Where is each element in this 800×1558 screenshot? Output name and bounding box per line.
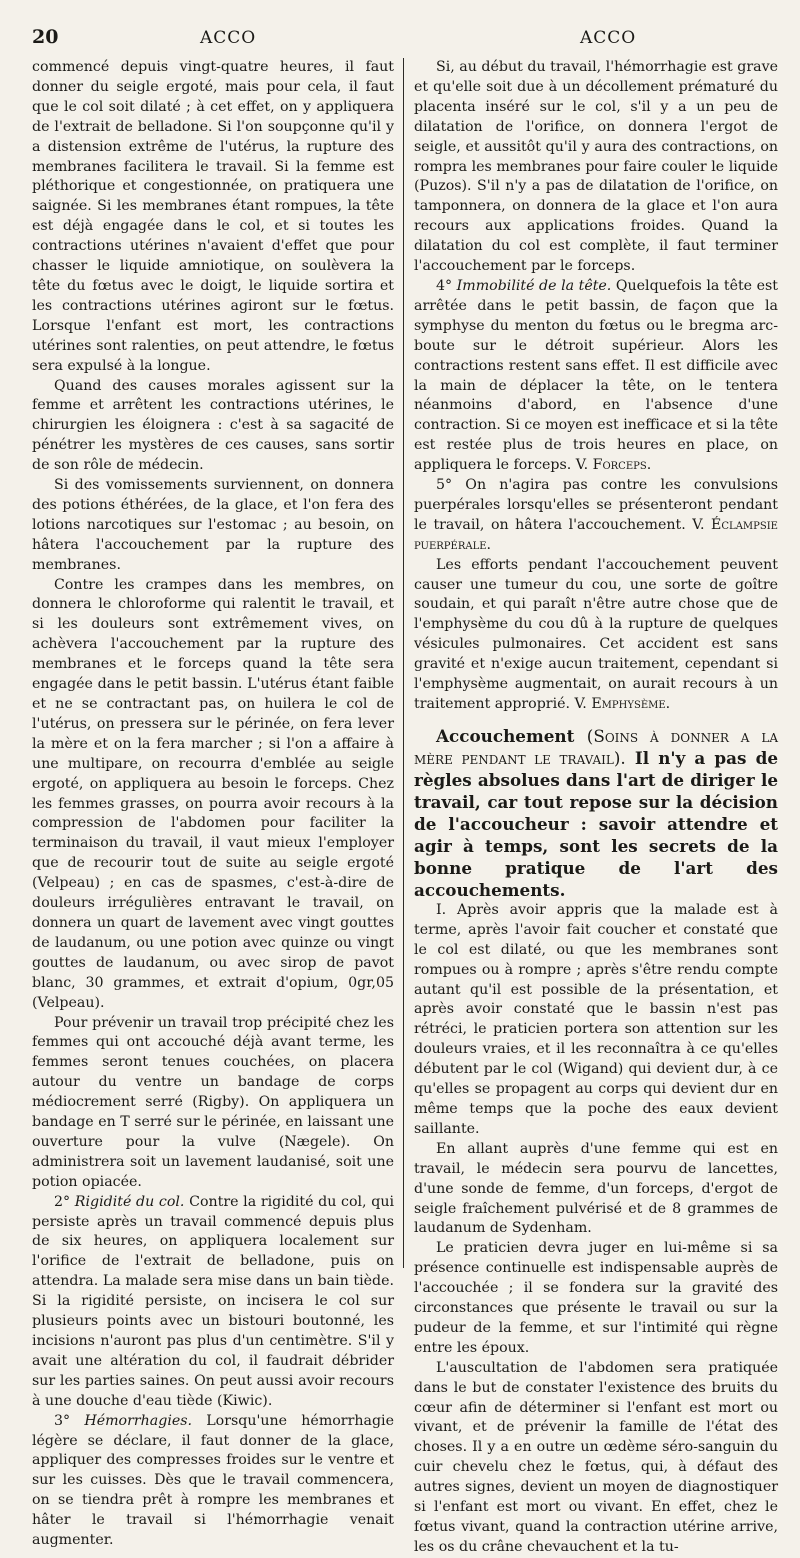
item-body: Lorsqu'une hémorrhagie légère se déclare, il faut donner de la glace, appliquer des compresses froides sur le ventre et sur les cuisses. Dès que le travail commencera, on se tiendra prêt à rompre les membranes et hâter le travail si l'hémorrhagie venait augmenter. [32, 1412, 394, 1549]
punctuation: . [665, 696, 671, 712]
item-body: 5° On n'agira pas contre les convulsions puerpérales lorsqu'elles se présenteront pendant le travail, on hâtera l'accouchement. V. [414, 477, 778, 533]
paragraph: Quand des causes morales agissent sur la femme et arrêtent les contractions utérines, le chirurgien les éloignera : c'est à sa sagacité de pénétrer les mystères de ces causes, sans sortir de son rôle de médecin. [32, 377, 394, 474]
paragraph: Si des vomissements surviennent, on donnera des potions éthérées, de la glace, et l'on fera des lotions narcotiques sur l'estomac ; au besoin, on hâtera l'accouchement par la rupture des membranes. [32, 477, 394, 573]
page-header [32, 26, 776, 56]
right-column [414, 58, 779, 1555]
item-title: Hémorrhagies. [84, 1412, 193, 1429]
entry-lead-text: Il n'y a pas de règles absolues dans l'art de diriger le travail, car tout repose sur la décision de l'accoucheur : savoir attendre et agir à temps, sont les secrets de la bonne pratique de l'art des accouchements. [414, 747, 778, 900]
entry-heading-paragraph [414, 725, 778, 901]
item-body: Contre la rigidité du col, qui persiste après un travail commencé depuis plus de six heures, on appliquera localement sur l'orifice de l'extrait de belladone, puis on attendra. La malade sera mise dans un bain tiède. Si la rigidité persiste, on incisera le col sur plusieurs points avec un bistouri boutonné, les incisions n'auront pas plus d'un centimètre. S'il y avait une altération du col, il faudrait débrider sur les parties saines. On peut aussi avoir recours à une douche d'eau tiède (Kiwic). [32, 1193, 394, 1409]
item-title: Immobilité de la tête. [456, 277, 612, 294]
entry-subtitle: (Soins à donner a la mère pendant le travail). [414, 725, 779, 768]
left-column [32, 58, 394, 1549]
paragraph: Le praticien devra juger en lui-même si sa présence continuelle est indispensable auprès de l'accouchée ; il se fondera sur la gravité des circonstances que présente le travail ou sur la pudeur de la femme, et sur l'intimité qui règne entre les époux. [414, 1240, 778, 1356]
paragraph-hemorrhagies [32, 1412, 394, 1551]
cross-reference: Éclampsie puerpérale [414, 516, 778, 553]
paragraph: commencé depuis vingt-quatre heures, il faut donner du seigle ergoté, mais pour cela, il faut que le col soit dilaté ; à cet effet, on y appliquera de l'extrait de belladone. Si l'on soupçonne qu'il y a distension extrême de l'utérus, la rupture des membranes facilitera le travail. Si la femme est pléthorique et congestionnée, on pratiquera une saignée. Si les membranes étant rompues, la tête est déjà engagée dans le col, et si toutes les contractions utérines n'avaient d'effet que pour chasser le liquide amniotique, on soulèvera la tête du fœtus avec le doigt, le liquide sortira et les contractions utérines agiront sur le fœtus. Lorsque l'enfant est mort, les contractions utérines sont ralenties, on peut attendre, le fœtus sera expulsé à la longue. [32, 59, 394, 374]
paragraph: L'auscultation de l'abdomen sera pratiquée dans le but de constater l'existence des bruits du cœur afin de déterminer si l'enfant est mort ou vivant, et de prévenir la famille de l'état des choses. Il y a en outre un œdème séro-sanguin du cuir chevelu chez le fœtus, qui, à défaut des autres signes, devient un moyen de diagnostiquer si l'enfant est mort ou vivant. En effet, chez le fœtus vivant, quand la contraction utérine arrive, les os du crâne chevauchent et la tu- [414, 1359, 778, 1555]
paragraph: Contre les crampes dans les membres, on donnera le chloroforme qui ralentit le travail, et si les douleurs sont extrêmement vives, on achèvera l'accouchement par la rupture des membranes et le forceps quand la tête sera engagée dans le petit bassin. L'utérus étant faible et ne se contractant pas, on huilera le col de l'utérus, on pressera sur le périnée, on fera lever la mère et on la fera marcher ; si l'on a affaire à une multipare, on recourra d'emblée au seigle ergoté, on appliquera au besoin le forceps. Chez les femmes grasses, on pourra avoir recours à la compression de l'abdomen pour faciliter la terminaison du travail, il vaut mieux l'employer que de recourir tout de suite au seigle ergoté (Velpeau) ; en cas de spasmes, c'est-à-dire de douleurs irrégulières entravant le travail, on donnera un quart de lavement avec vingt gouttes de laudanum, ou une potion avec quinze ou vingt gouttes de laudanum, ou avec sirop de pavot blanc, 30 grammes, et extrait d'opium, 0gr,05 (Velpeau). [32, 576, 394, 1011]
item-body: Les efforts pendant l'accouchement peuvent causer une tumeur du cou, une sorte de goître soudain, et qui paraît n'être autre chose que de l'emphysème du cou dû à la rupture de quelques vésicules pulmonaires. Cet accident est sans gravité et n'exige aucun traitement, cependant si l'emphysème augmentait, on aurait recours à un traitement approprié. V. [414, 556, 778, 712]
item-number: 4° [436, 277, 453, 294]
item-number: 3° [54, 1412, 71, 1429]
punctuation: . [646, 457, 652, 474]
column-divider [403, 58, 404, 1268]
paragraph-emphyseme [414, 556, 778, 715]
item-body: Quelquefois la tête est arrêtée dans le petit bassin, de façon que la symphyse du menton du fœtus ou le bregma arc-boute sur le détroit supérieur. Alors les contractions restent sans effet. Il est difficile avec la main de déplacer la tête, on le tentera néanmoins d'abord, en l'absence d'une contraction. Si ce moyen est inefficace et si la tête est restée plus de trois heures en place, on appliquera le forceps. V. [414, 277, 778, 474]
running-head-left: ACCO [200, 28, 257, 48]
paragraph: Pour prévenir un travail trop précipité chez les femmes qui ont accouché déjà avant terme, les femmes seront tenues couchées, on placera autour du ventre un bandage de corps médiocrement serré (Rigby). On appliquera un bandage en T serré sur le périnée, en laissant une ouverture pour la vulve (Nægele). On administrera soit un lavement laudanisé, soit une potion opiacée. [32, 1014, 394, 1190]
paragraph-immobilite [414, 277, 778, 476]
paragraph-convulsions [414, 476, 778, 556]
paragraph: Si, au début du travail, l'hémorrhagie est grave et qu'elle soit due à un décollement prématuré du placenta inséré sur le col, s'il y a un peu de dilatation de l'orifice, on donnera l'ergot de seigle, et aussitôt qu'il y aura des contractions, on rompra les membranes pour faire couler le liquide (Puzos). S'il n'y a pas de dilatation de l'orifice, on tamponnera, on donnera de la glace et l'on aura recours aux applications froides. Quand la dilatation du col est complète, il faut terminer l'accouchement par le forceps. [414, 59, 778, 275]
punctuation: . [486, 536, 492, 553]
paragraph: I. Après avoir appris que la malade est à terme, après l'avoir fait coucher et constaté que le col est dilaté, ou que les membranes sont rompues ou à rompre ; après s'être rendu compte autant qu'il est possible de la présentation, et après avoir constaté que le bassin n'est pas rétréci, le praticien portera son attention sur les douleurs vraies, et il les reconnaîtra à ce qu'elles débutent par le col (Wigand) qui devient dur, à ce qu'elles se propagent au corps qui devient dur en même temps que la poche des eaux devient saillante. [414, 901, 778, 1137]
cross-reference: Emphysème [591, 696, 666, 712]
paragraph: En allant auprès d'une femme qui est en travail, le médecin sera pourvu de lancettes, d'une sonde de femme, d'un forceps, d'ergot de seigle fraîchement pulvérisé et de 8 grammes de laudanum de Sydenham. [414, 1140, 778, 1237]
page-number: 20 [32, 26, 59, 48]
cross-reference: Forceps [592, 457, 647, 474]
entry-headword: Accouchement [436, 725, 575, 746]
running-head-right: ACCO [580, 28, 637, 48]
item-title: Rigidité du col. [74, 1193, 185, 1210]
paragraph-rigidite [32, 1193, 394, 1412]
item-number: 2° [54, 1193, 71, 1210]
